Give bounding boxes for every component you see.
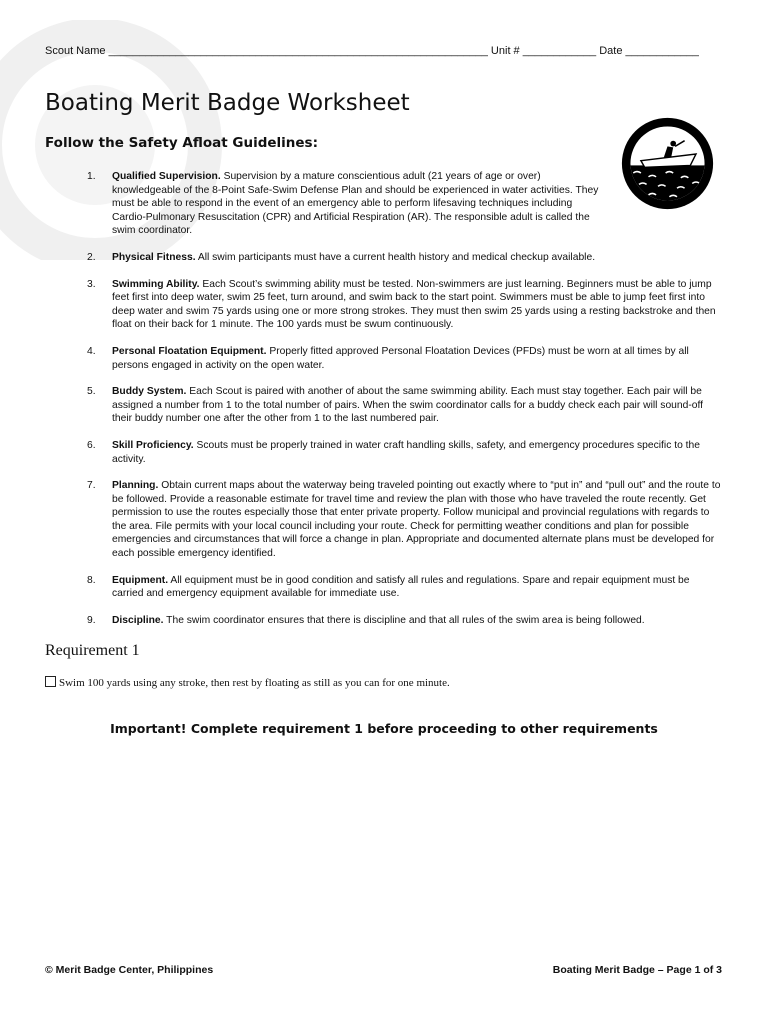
guideline-item [87,479,722,561]
scout-info-line: Scout Name ______________________________________________________________ Unit # ____________ Date ____________ [45,45,699,57]
guideline-number: 4. [87,345,96,357]
guideline-text: Obtain current maps about the waterway being traveled pointing out exactly where to “put in” and “pull out” and the route to be followed. Provide a reasonable estimate for travel time and review the plan with those who have traveled the route recently. Get permission to use the routes especially those that enter private property. Follow municipal and provincial regulations with regards to the area. File permits with your local council including your route. Check for permitting weather conditions and plan for possible emergencies and circumstances that will force a change in plan. Appropriate and documented alternate plans must be developed for each possible emergency identified. [112,480,721,560]
requirement-item [45,676,450,689]
guideline-item [87,574,722,601]
guideline-text: Each Scout is paired with another of about the same swimming ability. Each must stay together. Each pair will be assigned a number from 1 to the total number of pairs. When the swim coordinator calls for a buddy check each pair will sound-off their buddy number one after the other from 1 to the last numbered pair. [112,386,704,425]
guideline-number: 5. [87,386,96,398]
guideline-term: Buddy System. [112,386,187,398]
guideline-number: 3. [87,278,96,290]
guideline-item [87,251,722,265]
guideline-term: Personal Floatation Equipment. [112,345,267,357]
requirement-heading: Requirement 1 [45,642,140,659]
guideline-term: Physical Fitness. [112,251,196,263]
footer-page-info: Boating Merit Badge – Page 1 of 3 [552,964,722,976]
guideline-item [87,278,722,332]
guideline-text: Scouts must be properly trained in water craft handling skills, safety, and emergency procedures specific to the activity. [112,439,700,465]
guideline-item [87,614,722,628]
guideline-term: Swimming Ability. [112,278,200,290]
guideline-item [87,170,722,238]
guideline-number: 6. [87,439,96,451]
guideline-number: 9. [87,614,96,626]
guideline-term: Discipline. [112,614,164,626]
guideline-item [87,385,722,426]
page-title: Boating Merit Badge Worksheet [45,90,410,116]
guideline-text: All equipment must be in good condition and satisfy all rules and regulations. Spare and repair equipment must be carried and emergency equipment available for immediate use. [112,574,690,600]
guideline-item [87,439,722,466]
section-subtitle: Follow the Safety Afloat Guidelines: [45,135,318,151]
guideline-number: 1. [87,171,96,182]
requirement-text: Swim 100 yards using any stroke, then rest by floating as still as you can for one minute. [59,677,450,689]
requirement-checkbox[interactable] [45,676,56,687]
guideline-term: Equipment. [112,574,169,586]
guideline-number: 8. [87,574,96,586]
guideline-text: All swim participants must have a current health history and medical checkup available. [195,251,596,263]
guideline-text: Properly fitted approved Personal Floatation Devices (PFDs) must be worn at all times by all persons engaged in activity on the open water. [112,345,689,371]
important-notice: Important! Complete requirement 1 before proceeding to other requirements [110,721,658,736]
guideline-text: Supervision by a mature conscientious adult (21 years of age or over) knowledgeable of the 8-Point Safe-Swim Defense Plan and should be experienced in water activities. They must be able to respond in the event of an emergency able to perform lifesaving techniques including Cardio-Pulmonary Resuscitation (CPR) and Artificial Respiration (AR). The responsible adult is called the swim coordinator. [112,171,599,237]
guideline-term: Planning. [112,480,159,492]
guideline-term: Qualified Supervision. [112,171,221,182]
guideline-term: Skill Proficiency. [112,439,194,451]
guideline-number: 2. [87,251,96,263]
guideline-text: Each Scout’s swimming ability must be tested. Non-swimmers are just learning. Beginners must be able to jump feet first into deep water, swim 25 feet, turn around, and swim back to the start point. Swimmers must be able to jump feet first into deep water and swim 75 yards using one or more strong strokes. They must then swim 25 yards using a resting backstroke and then float on their back for 1 minute. The 100 yards must be swum continuously. [112,278,716,331]
guideline-number: 7. [87,480,96,492]
safety-guidelines-list [87,170,722,640]
footer-copyright: © Merit Badge Center, Philippines [45,964,214,976]
guideline-text: The swim coordinator ensures that there is discipline and that all rules of the swim area is being followed. [163,614,645,626]
guideline-item [87,345,722,372]
